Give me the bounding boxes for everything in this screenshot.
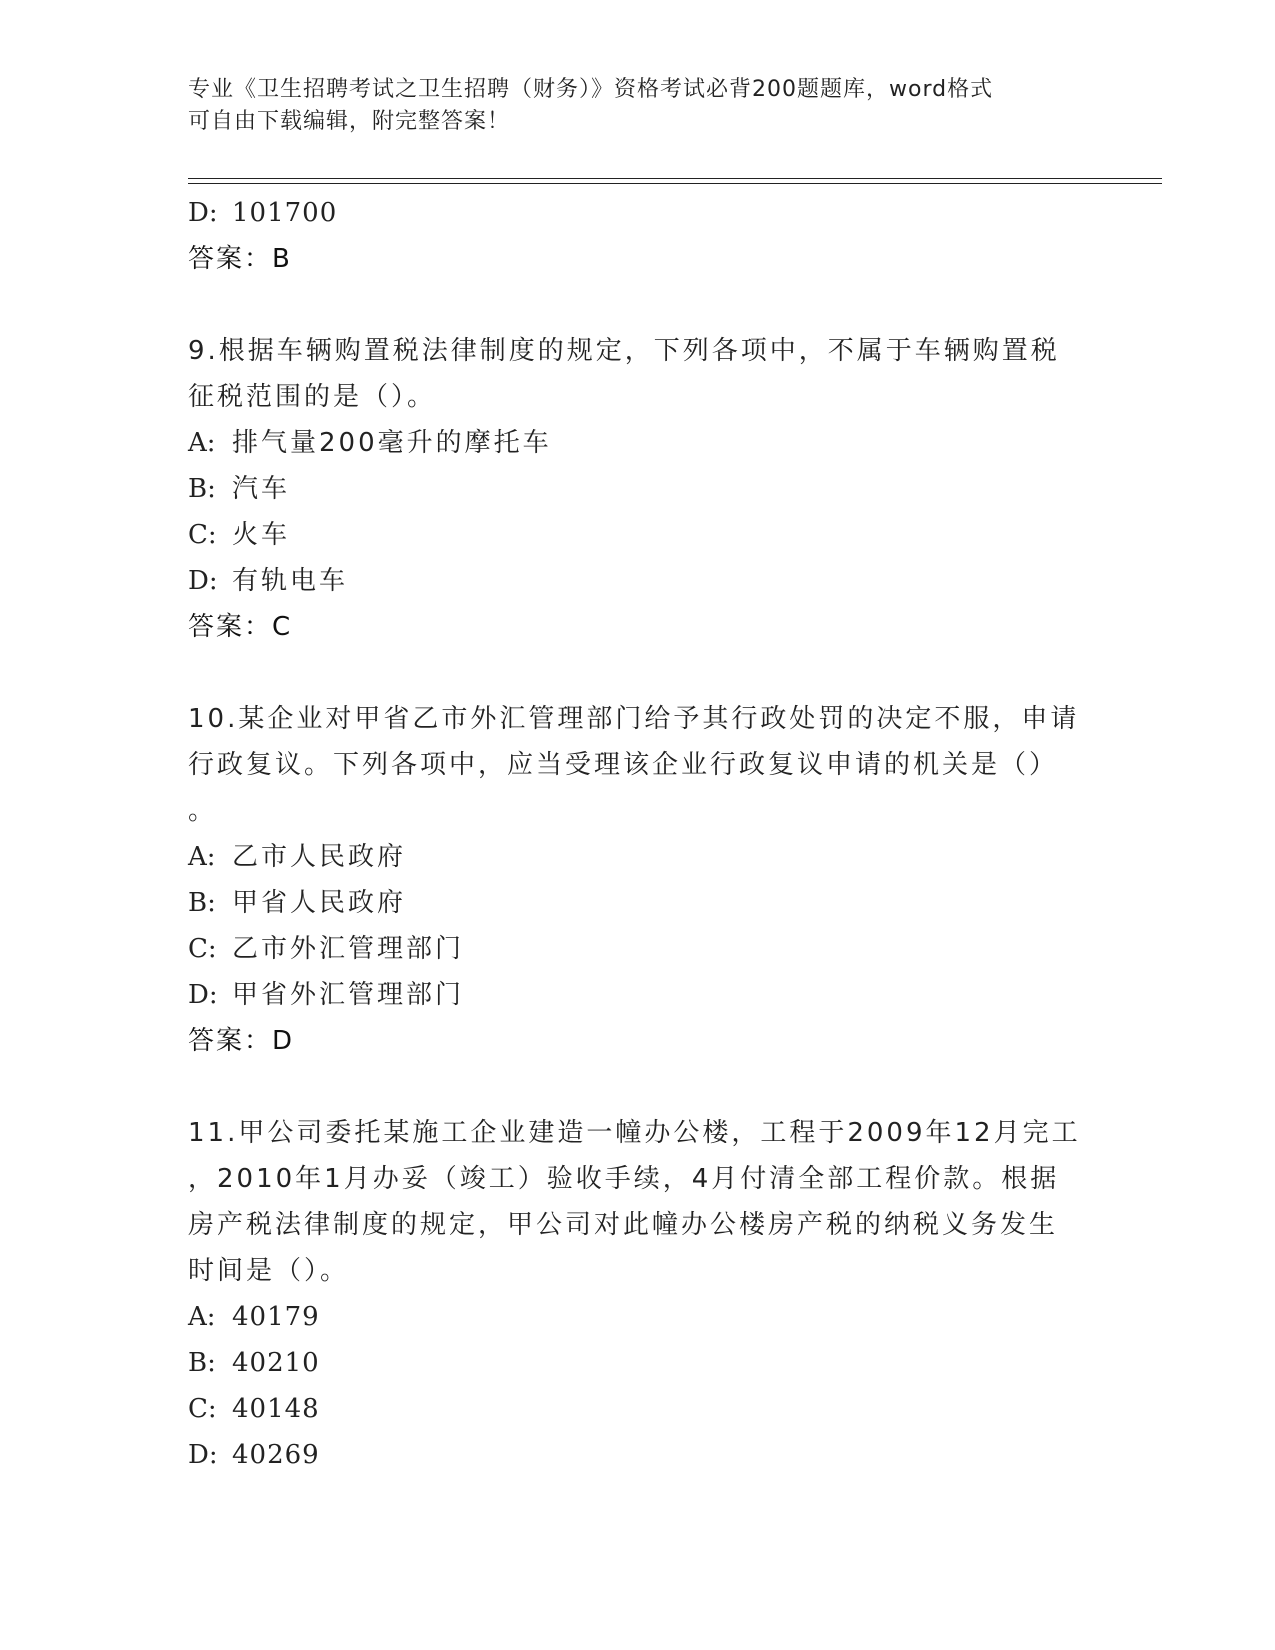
option-key: C: [188,934,217,964]
option-text: 排气量200毫升的摩托车 [232,428,552,458]
q9-answer: 答案：C [188,612,293,642]
option-key: B: [188,888,216,918]
option-text: 甲省人民政府 [232,888,407,918]
question-9-text [188,328,1088,420]
spacer [188,1064,1088,1110]
option-key: B: [188,474,216,504]
option-key: D: [188,566,218,596]
question-line: 征税范围的是（）。 [188,382,437,412]
question-line: 行政复议。下列各项中，应当受理该企业行政复议申请的机关是（） [188,750,1059,780]
option-text: 火车 [232,520,291,550]
option-key: A: [188,428,216,458]
option-text: 汽车 [232,474,291,504]
q10-option-b [188,880,1088,926]
q11-option-d [188,1432,1088,1478]
question-11-text [188,1110,1088,1294]
option-key: B: [188,1348,216,1378]
question-line: 10.某企业对甲省乙市外汇管理部门给予其行政处罚的决定不服，申请 [188,704,1080,734]
option-text: 101700 [232,198,338,228]
question-line: 房产税法律制度的规定，甲公司对此幢办公楼房产税的纳税义务发生 [188,1210,1059,1240]
question-10-text [188,696,1088,834]
question-line: 时间是（）。 [188,1256,350,1286]
q9-option-c [188,512,1088,558]
q9-option-b [188,466,1088,512]
option-key: A: [188,842,216,872]
option-key: C: [188,520,217,550]
header-line-2: 可自由下载编辑，附完整答案！ [188,109,511,134]
q10-option-a [188,834,1088,880]
option-key: D: [188,198,218,228]
option-text: 40179 [232,1302,320,1332]
option-key: C: [188,1394,217,1424]
option-key: D: [188,1440,218,1470]
q9-option-a [188,420,1088,466]
header-divider-bottom [188,183,1162,184]
prev-answer: 答案：B [188,244,292,274]
header-line-1: 专业《卫生招聘考试之卫生招聘（财务）》资格考试必背200题题库，word格式 [188,77,994,102]
spacer [188,650,1088,696]
option-text: 40269 [232,1440,320,1470]
question-line: ，2010年1月办妥（竣工）验收手续，4月付清全部工程价款。根据 [188,1164,1060,1194]
q11-option-b [188,1340,1088,1386]
option-text: 甲省外汇管理部门 [232,980,465,1010]
option-key: D: [188,980,218,1010]
option-text: 乙市外汇管理部门 [232,934,465,964]
option-text: 有轨电车 [232,566,349,596]
document-body [188,190,1088,1478]
question-line: 11.甲公司委托某施工企业建造一幢办公楼，工程于2009年12月完工 [188,1118,1081,1148]
q10-answer: 答案：D [188,1026,295,1056]
q10-option-d [188,972,1088,1018]
option-text: 乙市人民政府 [232,842,407,872]
q11-option-a [188,1294,1088,1340]
option-text: 40210 [232,1348,320,1378]
spacer [188,282,1088,328]
question-line: 9.根据车辆购置税法律制度的规定，下列各项中，不属于车辆购置税 [188,336,1060,366]
q9-option-d [188,558,1088,604]
document-header [188,74,1068,138]
question-line: 。 [188,796,218,826]
q11-option-c [188,1386,1088,1432]
q10-option-c [188,926,1088,972]
option-text: 40148 [232,1394,320,1424]
option-key: A: [188,1302,216,1332]
header-divider-top [188,178,1162,179]
prev-option-d [188,190,1088,236]
